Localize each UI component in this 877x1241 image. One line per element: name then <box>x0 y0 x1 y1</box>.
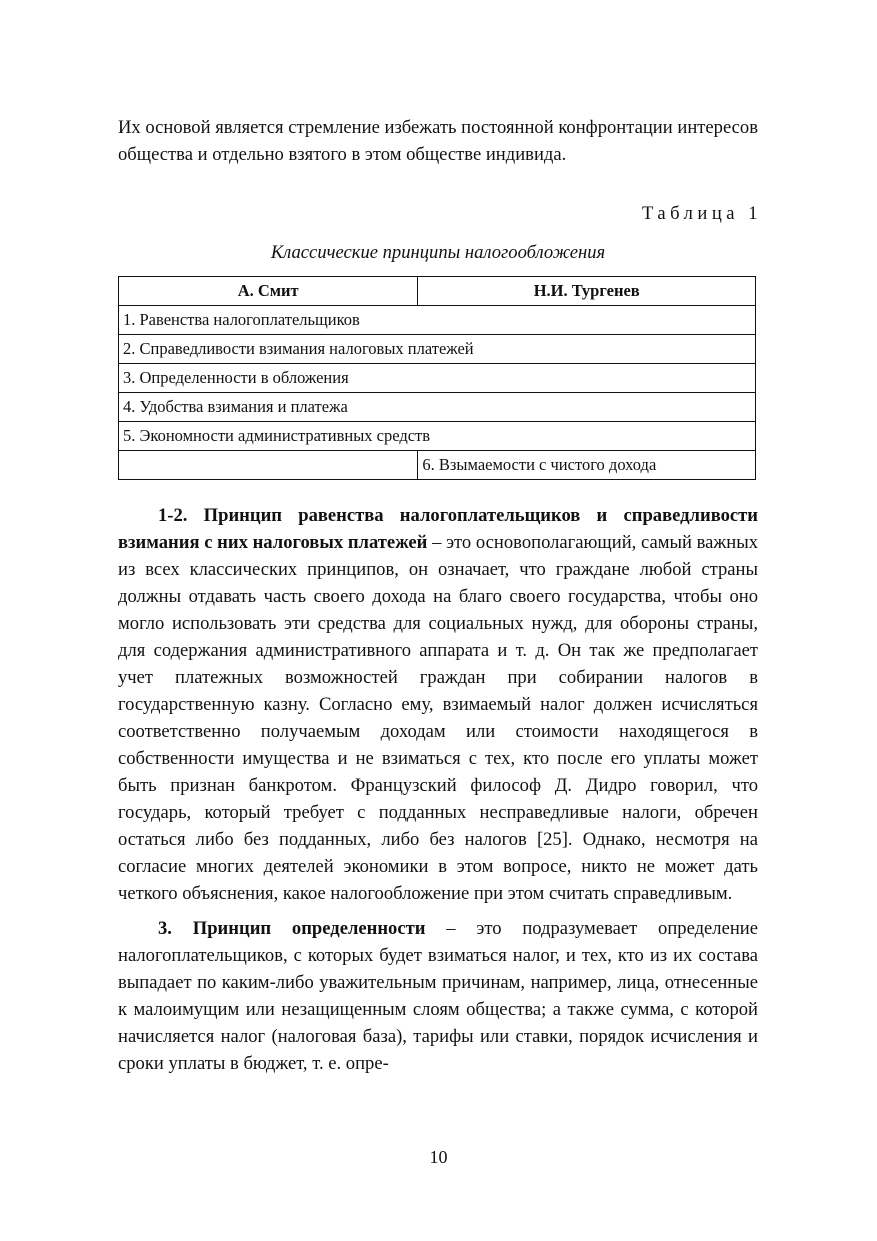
table-cell: 2. Справедливости взимания налоговых платежей <box>119 335 756 364</box>
paragraph-principle-3 <box>118 915 758 1077</box>
document-page <box>118 114 762 1077</box>
table-cell-empty <box>119 451 418 480</box>
principles-table <box>118 276 756 480</box>
table-row <box>119 451 756 480</box>
intro-paragraph: Их основой является стремление избежать постоянной конфронтации интересов общества и отдельно взятого в этом обществе индивида. <box>118 117 758 165</box>
table-cell: 5. Экономности административных средств <box>119 422 756 451</box>
page-number: 10 <box>429 1147 448 1167</box>
header-turgenev: Н.И. Тургенев <box>418 277 756 306</box>
paragraph-heading: 1-2. Принцип равенства налогоплательщиков и справедливости взимания с них налоговых платежей <box>118 505 758 553</box>
table-header-row <box>119 277 756 306</box>
table-cell: 1. Равенства налогоплательщиков <box>119 306 756 335</box>
table-row <box>119 335 756 364</box>
table-label: Таблица 1 <box>641 203 762 224</box>
table-cell: 6. Взымаемости с чистого дохода <box>418 451 756 480</box>
paragraph-principle-1-2 <box>118 502 758 907</box>
table-row <box>119 364 756 393</box>
paragraph-text: – это основополагающий, самый важных из всех классических принципов, он означает, что граждане любой страны должны отдавать часть своего дохода на благо своего государства, чтобы оно могло использовать эти средства для социальных нужд, для обороны страны, для содержания административного аппарата и т. д. Он так же предполагает учет платежных возможностей граждан при собирании налогов в государственную казну. Согласно ему, взимаемый налог должен исчисляться соответственно получаемым доходам или стоимости находящегося в собственности имущества и не взиматься с тех, кто после его уплаты может быть признан банкротом. Французский философ Д. Дидро говорил, что государь, который требует с подданных несправедливые налоги, обречен остаться либо без подданных, либо без налогов [25]. Однако, несмотря на согласие многих деятелей экономики в этом вопросе, никто не может дать четкого объяснения, какое налогообложение при этом считать справедливым. <box>118 532 758 904</box>
header-smith: А. Смит <box>119 277 418 306</box>
table-cell: 4. Удобства взимания и платежа <box>119 393 756 422</box>
table-cell: 3. Определенности в обложения <box>119 364 756 393</box>
paragraph-heading: 3. Принцип определенности <box>158 918 426 939</box>
table-title: Классические принципы налогообложения <box>270 242 606 263</box>
table-row <box>119 422 756 451</box>
table-row <box>119 306 756 335</box>
paragraph-text: – это подразумевает определение налогоплательщиков, с которых будет взиматься налог, и тех, кто из их состава выпадает по каким-либо уважительным причинам, например, лица, отнесенные к малоимущим или незащищенным слоям общества; а также сумма, с которой начисляется налог (налоговая база), тарифы или ставки, порядок исчисления и сроки уплаты в бюджет, т. е. опре- <box>118 918 758 1074</box>
table-row <box>119 393 756 422</box>
